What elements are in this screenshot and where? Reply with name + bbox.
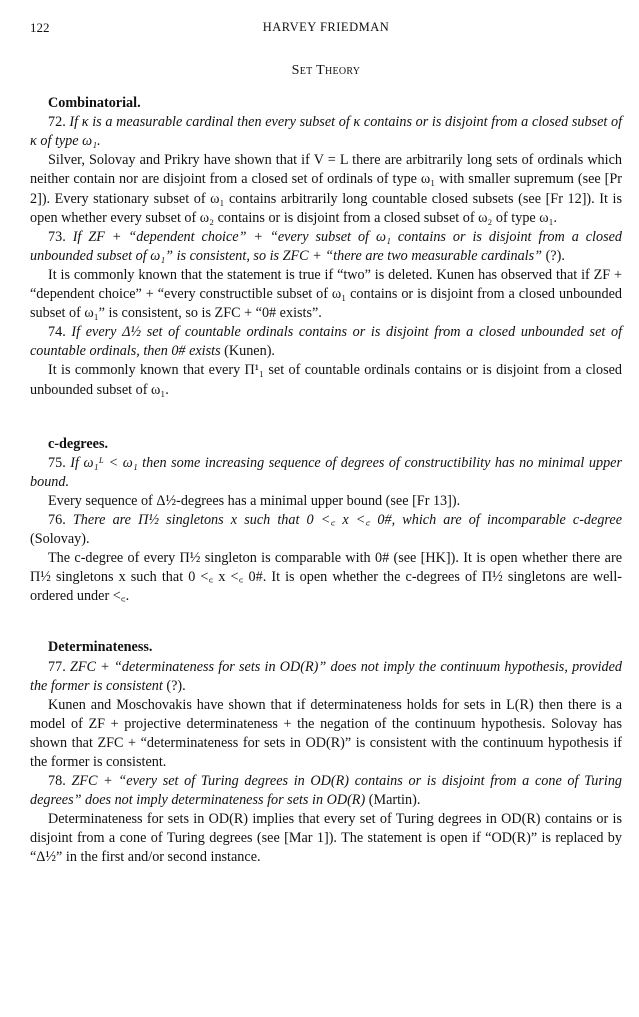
page-number: 122 [30,20,50,35]
page [30,18,622,868]
problem-73: 73. If ZF + “dependent choice” + “every subset of ω₁ contains or is disjoint from a closed unbounded subset of ω₁” is consistent, so is ZFC + “there are two measurable cardinals” (?). [30,228,622,264]
paragraph-72-note: Silver, Solovay and Prikry have shown that if V = L there are arbitrarily long sets of ordinals which neither contain nor are disjoint from a closed set of ordinals of type ω₁ with smaller supremum (see [Pr 2]). Every stationary subset of ω₁ contains arbitrarily long countable closed subsets (see [Fr 12]). It is open whether every subset of ω₂ contains or is disjoint from a closed subset of ω₂ of type ω₁. [30,152,622,226]
paragraph-76-note: The c-degree of every Π½ singleton is comparable with 0# (see [HK]). It is open whether there are Π½ singletons x such that 0 <꜀ x <꜀ 0#. It is open whether the c-degrees of Π½ singletons are well-ordered under <꜀. [30,550,622,605]
problem-72: 72. If κ is a measurable cardinal then every subset of κ contains or is disjoint from a closed subset of κ of type ω₁. [30,114,623,150]
subsection-heading-determinateness: Determinateness. [48,639,153,656]
subsection-heading-c-degrees: c-degrees. [48,435,109,452]
paragraph-75-note: Every sequence of Δ½-degrees has a minimal upper bound (see [Fr 13]). [48,492,461,509]
problem-76: 76. There are Π½ singletons x such that 0 <꜀ x <꜀ 0#, which are of incomparable c-degree (Solovay). [30,511,623,548]
section-title: Set Theory [291,63,361,78]
paragraph-73-note: It is commonly known that the statement is true if “two” is deleted. Kunen has observed that if ZF + “dependent choice” + “every constructible subset of ω₁ contains or is disjoint from a closed unbounded subset of ω₁” is consistent, so is ZFC + “0# exists”. [30,266,622,322]
paragraph-74-note: It is commonly known that every Π¹₁ set of countable ordinals contains or is disjoint from a closed unbounded subset of ω₁. [30,362,622,398]
page-header [30,18,622,38]
problem-74: 74. If every Δ½ set of countable ordinals contains or is disjoint from a closed unbounded set of countable ordinals, then 0# exists (Kunen). [30,324,623,360]
paragraph-78-note: Determinateness for sets in OD(R) implies that every set of Turing degrees in OD(R) contains or is disjoint from a cone of Turing degrees (see [Mar 1]). The statement is open if “OD(R)” is replaced by “Δ½” in the first and/or second instance. [30,811,622,866]
subsection-heading-combinatorial: Combinatorial. [48,95,141,112]
problem-75: 75. If ω₁ᴸ < ω₁ then some increasing sequence of degrees of constructibility has no minimal upper bound. [30,454,622,490]
problem-78: 78. ZFC + “every set of Turing degrees in OD(R) contains or is disjoint from a cone of Turing degrees” does not imply determinateness for sets in OD(R) (Martin). [30,773,623,809]
problem-77: 77. ZFC + “determinateness for sets in OD(R)” does not imply the continuum hypothesis, provided the former is consistent (?). [30,658,622,694]
paragraph-77-note: Kunen and Moschovakis have shown that if determinateness holds for sets in L(R) then there is a model of ZF + projective determinateness + the negation of the continuum hypothesis. Solovay has shown that ZFC + “determinateness for sets in OD(R)” is consistent with the continuum hypothesis if the former is consistent. [30,696,622,770]
running-head: HARVEY FRIEDMAN [262,20,390,34]
